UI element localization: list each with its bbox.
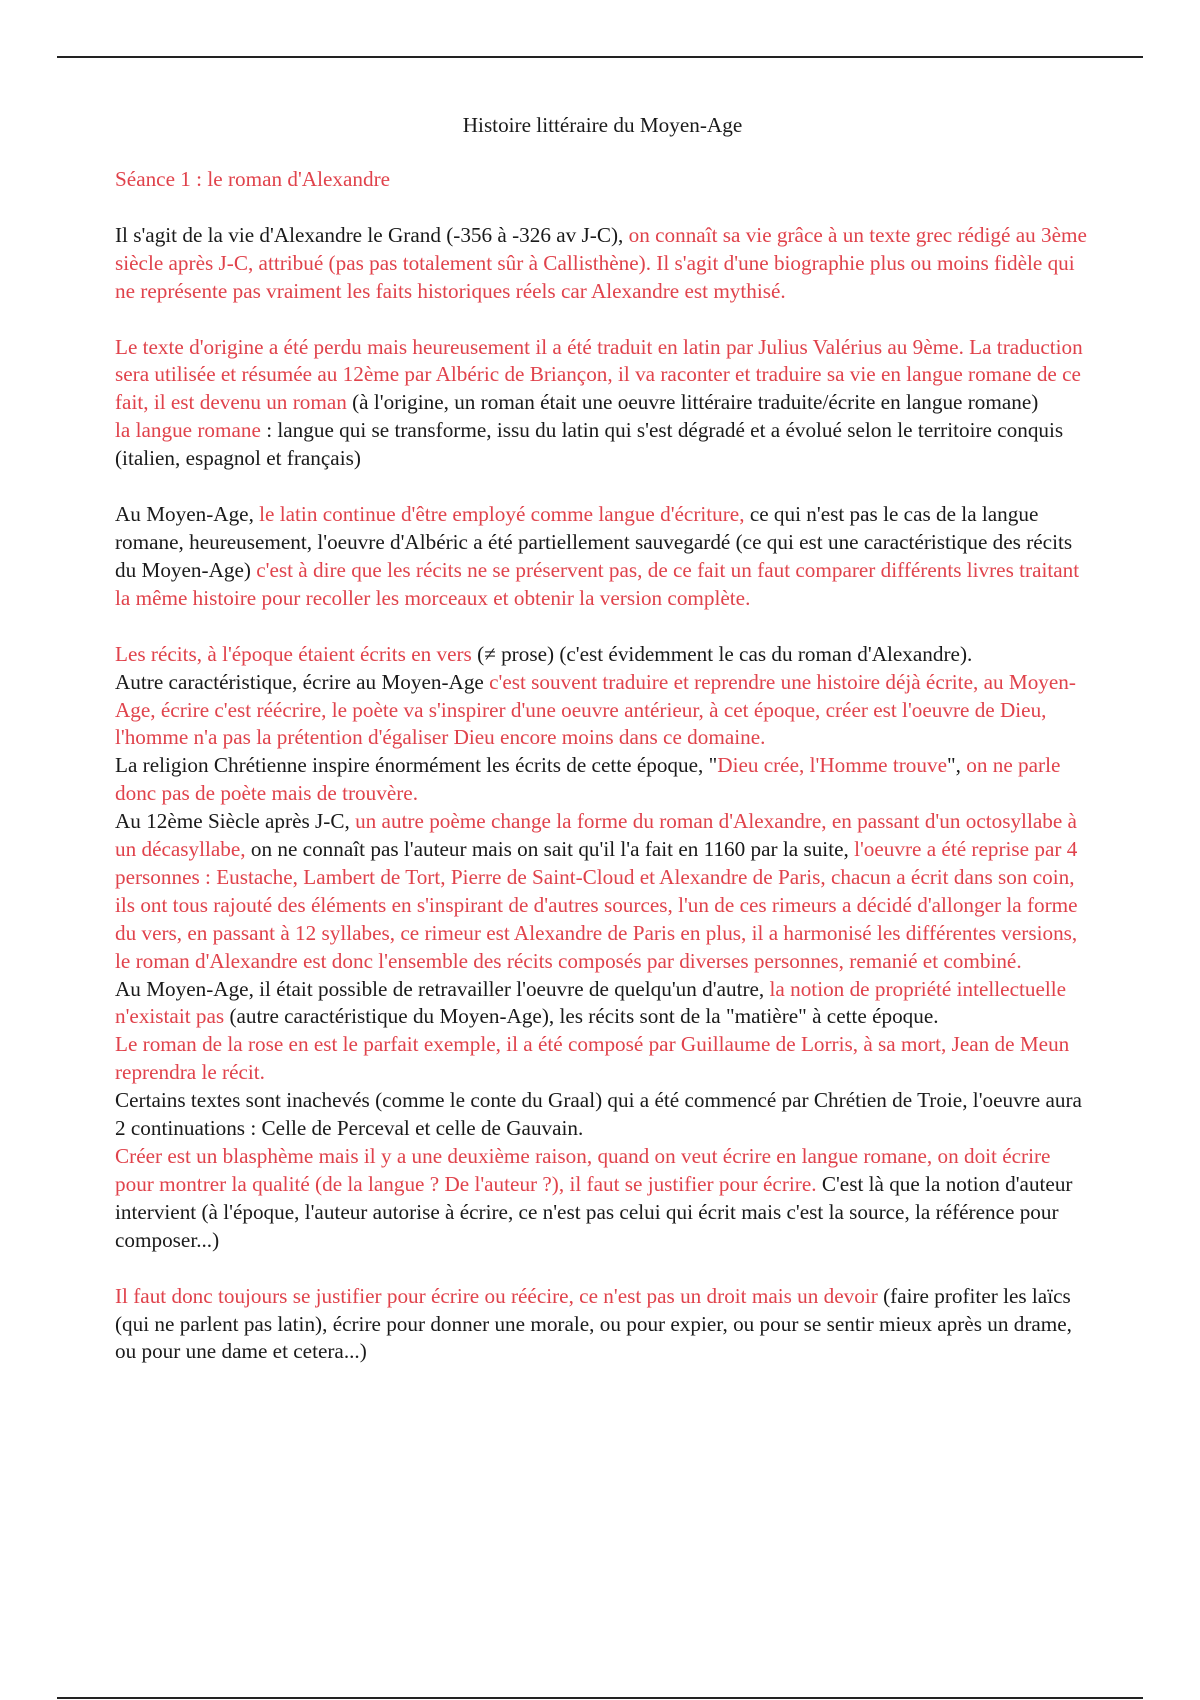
paragraph bbox=[115, 752, 1090, 808]
paragraph bbox=[115, 1031, 1090, 1087]
document-page bbox=[115, 112, 1090, 1366]
paragraph bbox=[115, 417, 1090, 473]
highlighted-text: la langue romane bbox=[115, 418, 261, 443]
highlighted-text: Créer est un blasphème mais il y a une deuxième raison, quand on veut écrire en langue romane, on doit écrire pour montrer la qualité (de la langue ? De l'auteur ?), il faut se justifier pour écrire. bbox=[115, 1144, 1051, 1196]
highlighted-text: c'est souvent traduire et reprendre une histoire déjà écrite, au Moyen-Age, écrire c'est réécrire, le poète va s'inspirer d'une oeuvre antérieur, à cet époque, créer est l'oeuvre de Dieu, l'homme n'a pas la prétention d'égaliser Dieu encore moins dans ce domaine. bbox=[115, 669, 1076, 750]
highlighted-text: Le roman de la rose en est le parfait exemple, il a été composé par Guillaume de Lorris, à sa mort, Jean de Meun reprendra le récit. bbox=[115, 1032, 1070, 1085]
body-text: Au 12ème Siècle après J-C, bbox=[115, 809, 356, 834]
highlighted-text: c'est à dire que les récits ne se préservent pas, de ce fait un faut comparer différents livres traitant la même histoire pour recoller les morceaux et obtenir la version complète. bbox=[115, 557, 1080, 610]
paragraph bbox=[115, 641, 1090, 669]
paragraph bbox=[115, 334, 1090, 418]
body-text: Au Moyen-Age, il était possible de retravailler l'oeuvre de quelqu'un d'autre, bbox=[115, 976, 770, 1001]
highlighted-text: on ne parle donc pas de poète mais de trouvère. bbox=[115, 753, 1061, 806]
session-heading: Séance 1 : le roman d'Alexandre bbox=[115, 166, 391, 191]
body-text: ", bbox=[947, 753, 967, 778]
paragraph bbox=[115, 669, 1090, 753]
document-body bbox=[115, 222, 1090, 1367]
body-text: ce qui n'est pas le cas de la langue romane, heureusement, l'oeuvre d'Albéric a été partiellement sauvegardé (ce qui est une caractéristique des récits du Moyen-Age) bbox=[115, 502, 1073, 582]
paragraph bbox=[115, 808, 1090, 975]
body-text: La religion Chrétienne inspire énormément les écrits de cette époque, " bbox=[115, 753, 718, 778]
highlighted-text: Dieu crée, l'Homme trouve bbox=[717, 753, 947, 778]
highlighted-text: la notion de propriété intellectuelle n'existait pas bbox=[115, 976, 1067, 1029]
paragraph bbox=[115, 976, 1090, 1032]
body-text: on ne connaît pas l'auteur mais on sait qu'il l'a fait en 1160 par la suite, bbox=[245, 837, 855, 862]
body-text: (≠ prose) (c'est évidemment le cas du roman d'Alexandre). bbox=[471, 641, 973, 666]
highlighted-text: on connaît sa vie grâce à un texte grec rédigé au 3ème siècle après J-C, attribué (pas pas totalement sûr à Callisthène). Il s'agit d'une biographie plus ou moins fidèle qui ne représente pas vraiment les faits historiques réels car Alexandre est mythisé. bbox=[115, 222, 1087, 303]
highlighted-text: Les récits, à l'époque étaient écrits en vers bbox=[115, 641, 472, 666]
body-text: Certains textes sont inachevés (comme le conte du Graal) qui a été commencé par Chrétien de Troie, l'oeuvre aura 2 continuations : Celle de Perceval et celle de Gauvain. bbox=[115, 1088, 1082, 1141]
paragraph bbox=[115, 1143, 1090, 1255]
paragraph bbox=[115, 501, 1090, 613]
body-text: : langue qui se transforme, issu du latin qui s'est dégradé et a évolué selon le territoire conquis (italien, espagnol et français) bbox=[115, 418, 1064, 471]
paragraph-gap bbox=[115, 306, 1090, 334]
highlighted-text: Le texte d'origine a été perdu mais heureusement il a été traduit en latin par Julius Valérius au 9ème. La traduction sera utilisée et résumée au 12ème par Albéric de Briançon, il va raconter et traduire sa vie en langue romane de ce fait, il est devenu un roman bbox=[115, 334, 1083, 415]
highlighted-text: le latin continue d'être employé comme langue d'écriture, bbox=[259, 502, 745, 527]
body-text: (autre caractéristique du Moyen-Age), les récits sont de la "matière" à cette époque. bbox=[224, 1004, 939, 1029]
body-text: (à l'origine, un roman était une oeuvre littéraire traduite/écrite en langue romane) bbox=[346, 390, 1039, 415]
body-text: Il s'agit de la vie d'Alexandre le Grand (-356 à -326 av J-C), bbox=[115, 222, 629, 247]
bottom-rule bbox=[57, 1697, 1143, 1699]
body-text: Au Moyen-Age, bbox=[115, 502, 260, 527]
body-text: Autre caractéristique, écrire au Moyen-Age bbox=[115, 669, 490, 694]
paragraph bbox=[115, 1087, 1090, 1143]
body-text: C'est là que la notion d'auteur intervient (à l'époque, l'auteur autorise à écrire, ce n'est pas celui qui écrit mais c'est la source, la référence pour composer...) bbox=[115, 1171, 1073, 1252]
highlighted-text: l'oeuvre a été reprise par 4 personnes : Eustache, Lambert de Tort, Pierre de Saint-Cloud et Alexandre de Paris, chacun a écrit dans son coin, ils ont tous rajouté des éléments en s'inspirant de d'autres sources, l'un de ces rimeurs a décidé d'allonger la forme du vers, en passant à 12 syllabes, ce rimeur est Alexandre de Paris en plus, il a harmonisé les différentes versions, le roman d'Alexandre est donc l'ensemble des récits composés par diverses personnes, remanié et combiné. bbox=[115, 837, 1078, 973]
paragraph-gap bbox=[115, 613, 1090, 641]
paragraph-gap bbox=[115, 1255, 1090, 1283]
paragraph bbox=[115, 222, 1090, 306]
document-title: Histoire littéraire du Moyen-Age bbox=[462, 113, 743, 137]
highlighted-text: Il faut donc toujours se justifier pour écrire ou réécire, ce n'est pas un droit mais un devoir bbox=[115, 1283, 878, 1308]
highlighted-text: un autre poème change la forme du roman d'Alexandre, en passant d'un octosyllabe à un décasyllabe, bbox=[115, 809, 1077, 862]
paragraph bbox=[115, 1283, 1090, 1367]
top-rule bbox=[57, 56, 1143, 58]
body-text: (faire profiter les laïcs (qui ne parlent pas latin), écrire pour donner une morale, ou pour expier, ou pour se sentir mieux après un drame, ou pour une dame et cetera...) bbox=[115, 1283, 1072, 1364]
paragraph-gap bbox=[115, 473, 1090, 501]
